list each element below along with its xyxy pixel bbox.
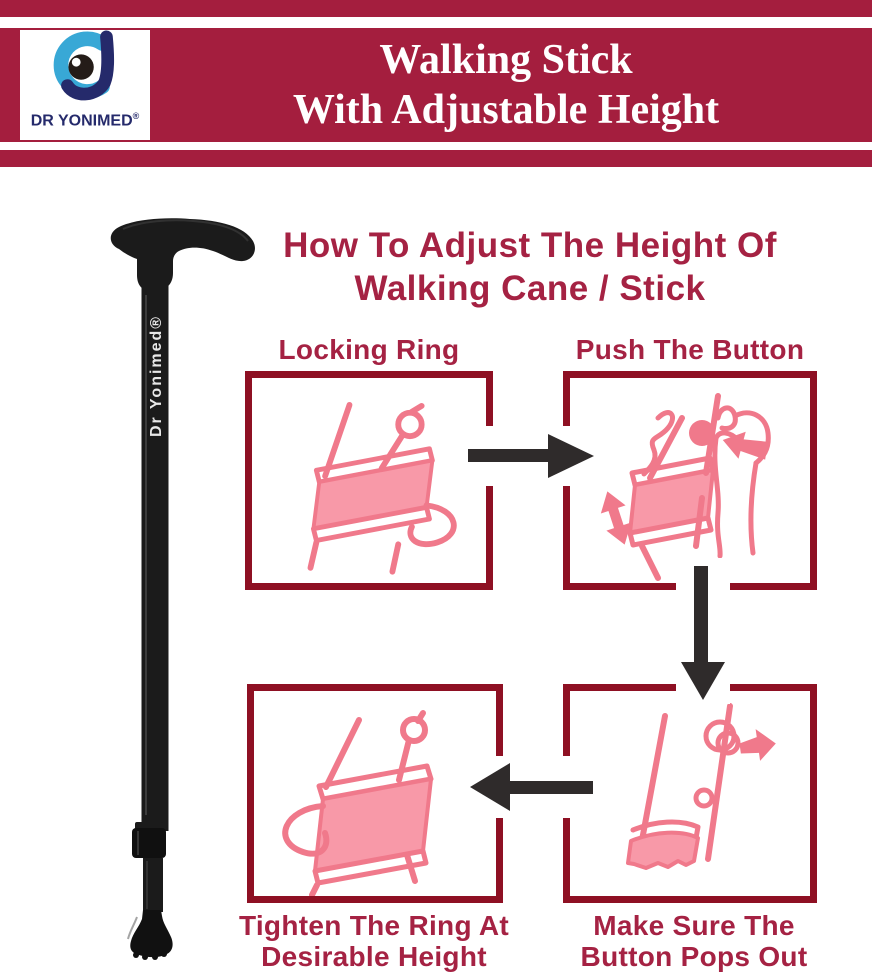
button-pops-out-illustration xyxy=(570,691,810,896)
cane-rubber-tip xyxy=(128,910,173,960)
push-button-illustration xyxy=(570,378,810,583)
brand-logo-icon xyxy=(46,30,124,108)
header-bottom-strip xyxy=(0,150,872,167)
step1-caption xyxy=(245,334,493,365)
arrow-left-icon xyxy=(460,756,600,818)
step3-box xyxy=(563,684,817,903)
step4-caption-line2: Desirable Height xyxy=(261,941,487,972)
step2-caption xyxy=(563,334,817,365)
top-border-strip xyxy=(0,0,872,17)
step1-caption-text: Locking Ring xyxy=(278,334,460,365)
registered-trademark-symbol: ® xyxy=(132,111,140,121)
walking-stick-image xyxy=(95,215,265,965)
locking-ring-illustration xyxy=(252,378,486,583)
cane-upper-shaft xyxy=(142,277,169,831)
page-title xyxy=(150,28,862,142)
step3-caption xyxy=(550,910,838,972)
step3-caption-line2: Button Pops Out xyxy=(580,941,808,972)
pop-arrow-icon xyxy=(738,727,778,764)
cane-locking-collar xyxy=(132,822,166,858)
page-title-line2: With Adjustable Height xyxy=(292,87,720,133)
brand-name xyxy=(31,108,140,129)
cane-lower-shaft xyxy=(143,858,163,912)
instructions-heading-line1: How To Adjust The Height Of xyxy=(283,226,777,265)
arrow-down-icon xyxy=(676,558,730,704)
step4-caption-line1: Tighten The Ring At xyxy=(238,910,510,941)
brand-logo xyxy=(20,30,150,140)
brand-name-text: DR YONIMED xyxy=(30,112,133,130)
cane-shaft-label: Dr Yonimed® xyxy=(148,314,165,437)
step2-caption-text: Push The Button xyxy=(575,334,805,365)
page-title-line1: Walking Stick xyxy=(379,37,633,83)
instructions-heading-line2: Walking Cane / Stick xyxy=(354,269,706,308)
instructions-heading xyxy=(200,224,860,310)
header-band xyxy=(0,28,872,142)
step1-box xyxy=(245,371,493,590)
step3-caption-line1: Make Sure The xyxy=(593,910,795,941)
step4-caption xyxy=(230,910,518,972)
arrow-right-icon xyxy=(460,426,600,486)
